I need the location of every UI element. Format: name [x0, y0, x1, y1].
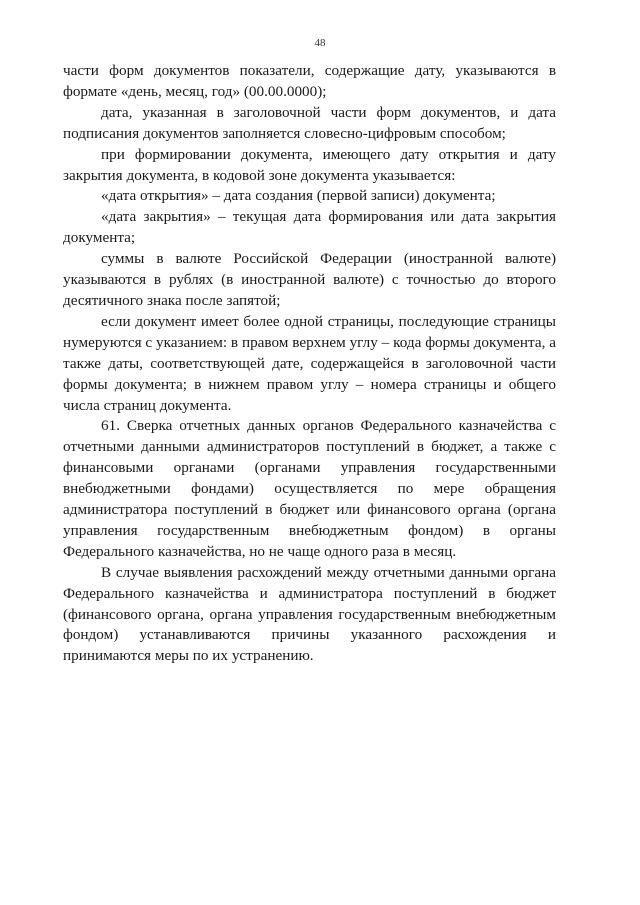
- paragraph-page-numbering: если документ имеет более одной страницы, последующие страницы нумеруются с указанием: в правом верхнем углу – кода формы документа, а также даты, соответствующей дате, содержащейся в заголовочной части формы документа; в нижнем правом углу – номера страницы и общего числа страниц документа.: [63, 312, 556, 414]
- paragraph-open-date: «дата открытия» – дата создания (первой записи) документа;: [101, 187, 496, 205]
- paragraph-header-date: дата, указанная в заголовочной части форм документов, и дата подписания документов заполняется словесно-цифровым способом;: [63, 103, 556, 142]
- paragraph-discrepancies: В случае выявления расхождений между отчетными данными органа Федерального казначейства и администратора поступлений в бюджет (финансового органа, органа управления государственным внебюджетным фондом) устанавливаются причины указанного расхождения и принимаются меры по их устранению.: [63, 563, 556, 665]
- paragraph-open-close-date: при формировании документа, имеющего дату открытия и дату закрытия документа, в кодовой зоне документа указывается:: [63, 145, 556, 184]
- paragraph-close-date: «дата закрытия» – текущая дата формирования или дата закрытия документа;: [63, 208, 556, 247]
- paragraph-currency: суммы в валюте Российской Федерации (иностранной валюте) указываются в рублях (в иностранной валюте) с точностью до второго десятичного знака после запятой;: [63, 250, 556, 309]
- paragraph-date-format: части форм документов показатели, содержащие дату, указываются в формате «день, месяц, год» (00.00.0000);: [63, 62, 556, 100]
- paragraph-item-61: 61. Сверка отчетных данных органов Федерального казначейства с отчетными данными администраторов поступлений в бюджет, а также с финансовыми органами (органами управления государственными внебюджетными фондами) осуществляется по мере обращения администратора поступлений в бюджет или финансового органа (органа управления государственным внебюджетным фондом) в органы Федерального казначейства, но не чаще одного раза в месяц.: [63, 417, 556, 560]
- document-body: [63, 61, 556, 667]
- page-number: 48: [314, 37, 326, 49]
